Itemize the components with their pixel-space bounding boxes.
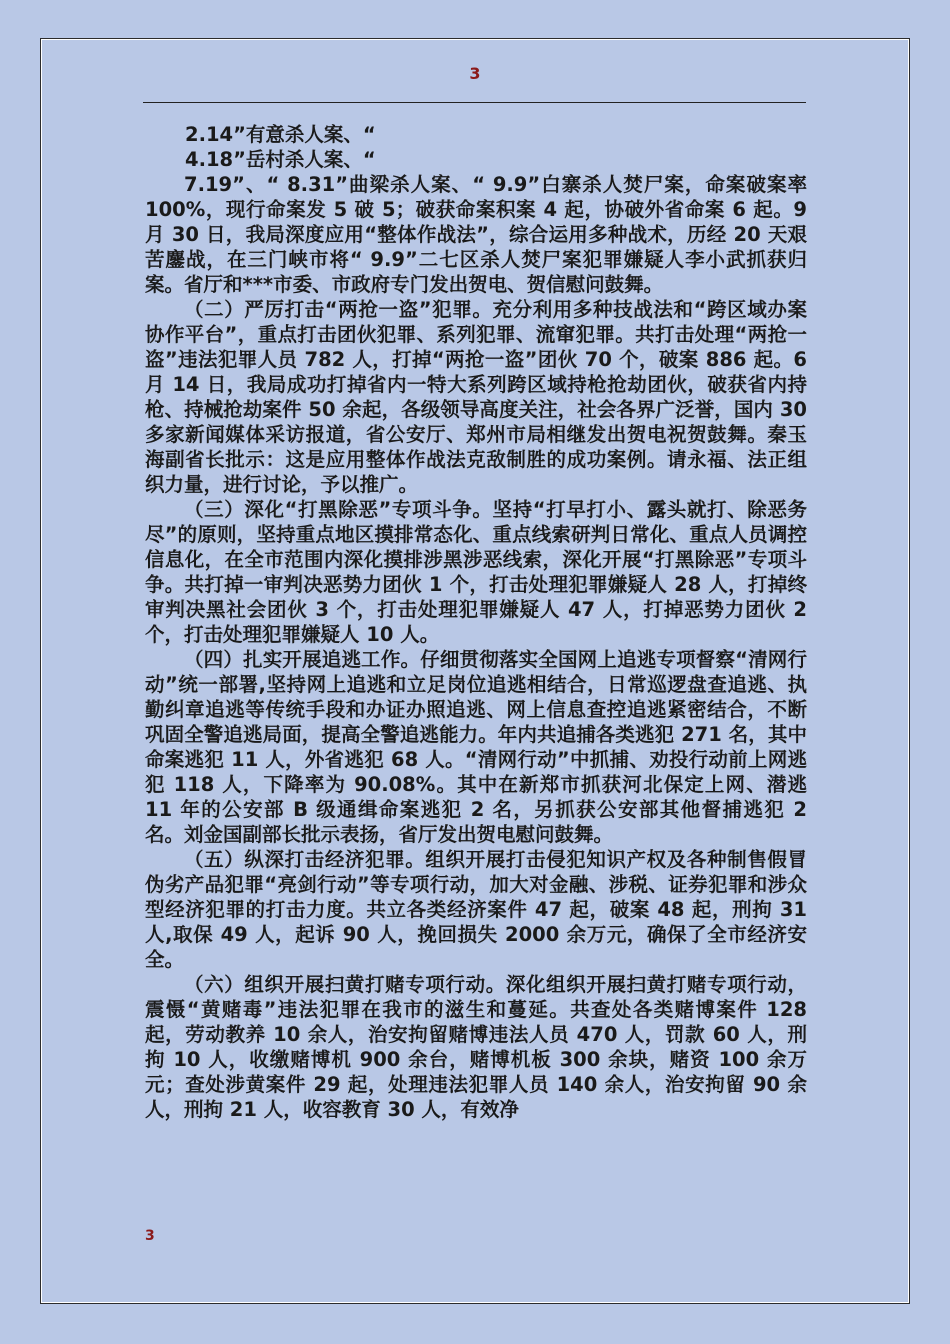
paragraph-case-214: 2.14”有意杀人案、“	[185, 123, 376, 146]
paragraph-section-5: （五）纵深打击经济犯罪。组织开展打击侵犯知识产权及各种制售假冒伪劣产品犯罪“亮剑行动”等专项行动，加大对金融、涉税、证券犯罪和涉众型经济犯罪的打击力度。共立各类经济案件 47 起，破案 48 起，刑拘 31 人,取保 49 人，起诉 90 人，挽回损失 2000 余万元，确保了全市经济安全。	[145, 848, 807, 971]
paragraph-case-418: 4.18”岳村杀人案、“	[185, 148, 376, 171]
document-body	[145, 122, 807, 1122]
footer-page-number: 3	[145, 1228, 155, 1244]
paragraph-section-4: （四）扎实开展追逃工作。仔细贯彻落实全国网上追逃专项督察“清网行动”统一部署,坚持网上追逃和立足岗位追逃相结合，日常巡逻盘查追逃、执勤纠章追逃等传统手段和办证办照追逃、网上信息查控追逃紧密结合，不断巩固全警追逃局面，提高全警追逃能力。年内共追捕各类逃犯 271 名，其中命案逃犯 11 人，外省逃犯 68 人。“清网行动”中抓捕、劝投行动前上网逃犯 118 人，下降率为 90.08%。其中在新郑市抓获河北保定上网、潜逃 11 年的公安部 B 级通缉命案逃犯 2 名，另抓获公安部其他督捕逃犯 2 名。刘金国副部长批示表扬，省厅发出贺电慰问鼓舞。	[145, 648, 807, 846]
paragraph-section-3: （三）深化“打黑除恶”专项斗争。坚持“打早打小、露头就打、除恶务尽”的原则，坚持重点地区摸排常态化、重点线索研判日常化、重点人员调控信息化，在全市范围内深化摸排涉黑涉恶线索，深化开展“打黑除恶”专项斗争。共打掉一审判决恶势力团伙 1 个，打击处理犯罪嫌疑人 28 人，打掉终审判决黑社会团伙 3 个，打击处理犯罪嫌疑人 47 人，打掉恶势力团伙 2 个，打击处理犯罪嫌疑人 10 人。	[145, 498, 807, 646]
paragraph-section-2: （二）严厉打击“两抢一盗”犯罪。充分利用多种技战法和“跨区域办案协作平台”，重点打击团伙犯罪、系列犯罪、流窜犯罪。共打击处理“两抢一盗”违法犯罪人员 782 人，打掉“两抢一盗”团伙 70 个，破案 886 起。6 月 14 日，我局成功打掉省内一特大系列跨区域持枪抢劫团伙，破获省内持枪、持械抢劫案件 50 余起，各级领导高度关注，社会各界广泛誉，国内 30 多家新闻媒体采访报道，省公安厅、郑州市局相继发出贺电祝贺鼓舞。秦玉海副省长批示：这是应用整体作战法克敌制胜的成功案例。请永福、法正组织力量，进行讨论，予以推广。	[145, 298, 807, 496]
paragraph-homicide-cases: 7.19”、“ 8.31”曲梁杀人案、“ 9.9”白寨杀人焚尸案，命案破案率 100%，现行命案发 5 破 5；破获命案积案 4 起，协破外省命案 6 起。9 月 30 日，我局深度应用“整体作战法”，综合运用多种战术，历经 20 天艰苦鏖战，在三门峡市将“ 9.9”二七区杀人焚尸案犯罪嫌疑人李小武抓获归案。省厅和***市委、市政府专门发出贺电、贺信慰问鼓舞。	[145, 173, 807, 296]
header-divider	[143, 102, 806, 103]
paragraph-section-6: （六）组织开展扫黄打赌专项行动。深化组织开展扫黄打赌专项行动，震慑“黄赌毒”违法犯罪在我市的滋生和蔓延。共查处各类赌博案件 128 起，劳动教养 10 余人，治安拘留赌博违法人员 470 人，罚款 60 人，刑拘 10 人，收缴赌博机 900 余台，赌博机板 300 余块，赌资 100 余万元；查处涉黄案件 29 起，处理违法犯罪人员 140 余人，治安拘留 90 余人，刑拘 21 人，收容教育 30 人，有效净	[145, 973, 807, 1121]
header-page-number: 3	[469, 64, 481, 83]
